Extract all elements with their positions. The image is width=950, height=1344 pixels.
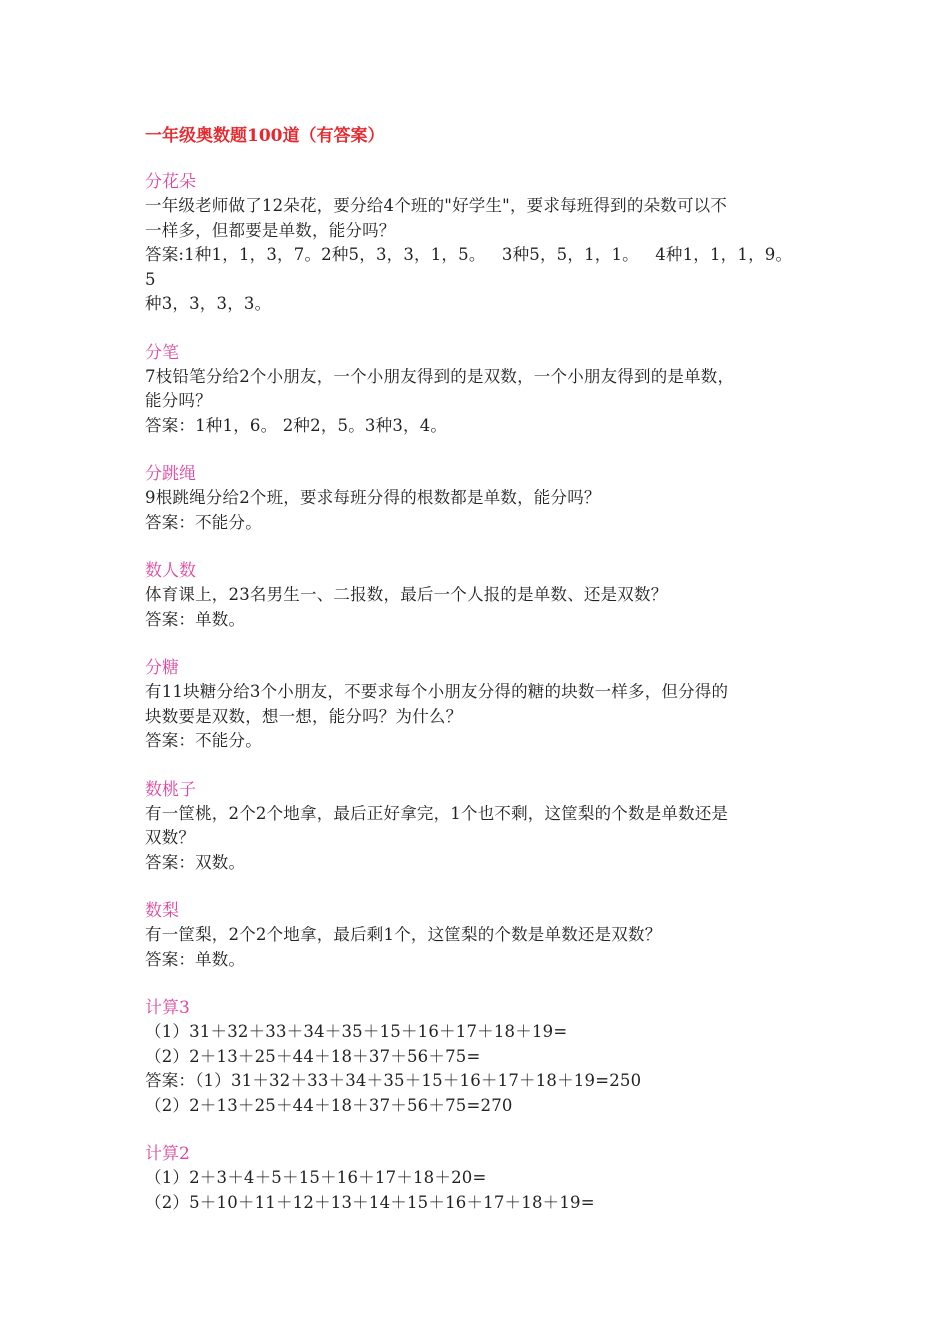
question-line: 9根跳绳分给2个班，要求每班分得的根数都是单数，能分吗？: [145, 488, 601, 507]
question-line: 有一筐梨，2个2个地拿，最后剩1个，这筐梨的个数是单数还是双数？: [145, 925, 662, 944]
section-count-people: [145, 559, 815, 632]
section-calc-3: [145, 996, 815, 1118]
question-line: 有11块糖分给3个小朋友，不要求每个小朋友分得的糖的块数一样多，但分得的: [145, 682, 729, 701]
question-line: （1）2＋3＋4＋5＋15＋16＋17＋18＋20=: [145, 1168, 487, 1187]
question-line: 体育课上，23名男生一、二报数，最后一个人报的是单数、还是双数？: [145, 585, 668, 604]
answer-line: （2）2＋13＋25＋44＋18＋37＋56＋75=270: [145, 1095, 513, 1115]
question-line: 块数要是双数，想一想，能分吗？为什么？: [145, 706, 463, 726]
question-line: （2）2＋13＋25＋44＋18＋37＋56＋75=: [145, 1046, 481, 1066]
answer-line: 答案：单数。: [145, 949, 246, 969]
section-jump-ropes: [145, 462, 815, 535]
answer-line: 种3，3，3，3。: [145, 294, 272, 313]
section-title: 数人数: [145, 561, 196, 581]
question-line: 双数？: [145, 828, 196, 847]
answer-line: 答案：（1）31＋32＋33＋34＋35＋15＋16＋17＋18＋19=250: [145, 1071, 642, 1090]
document-page: [145, 124, 815, 1239]
section-peaches: [145, 778, 815, 876]
section-calc-2: [145, 1142, 815, 1215]
answer-line: 答案：单数。: [145, 609, 246, 629]
answer-line: 答案：双数。: [145, 852, 246, 872]
answer-line: 答案:1种1，1，3，7。2种5，3，3，1，5。 3种5，5，1，1。 4种1，1，1，9。 5: [145, 245, 809, 289]
section-title: 分笔: [145, 342, 179, 363]
section-pencils: [145, 341, 815, 439]
section-candy: [145, 656, 815, 754]
answer-line: 答案：1种1，6。 2种2，5。3种3，4。: [145, 415, 448, 435]
section-title: 分跳绳: [145, 464, 196, 484]
document-title: 一年级奥数题100道（有答案）: [145, 126, 385, 146]
section-title: 数梨: [145, 901, 179, 921]
question-line: 有一筐桃，2个2个地拿，最后正好拿完，1个也不剩，这筐梨的个数是单数还是: [145, 803, 729, 823]
section-title: 分糖: [145, 658, 179, 678]
question-line: 一样多，但都要是单数，能分吗？: [145, 220, 396, 240]
section-title: 计算3: [145, 998, 190, 1018]
section-title: 数桃子: [145, 779, 196, 800]
answer-line: 答案：不能分。: [145, 512, 262, 532]
question-line: （1）31＋32＋33＋34＋35＋15＋16＋17＋18＋19=: [145, 1022, 568, 1041]
section-title: 计算2: [145, 1144, 190, 1164]
section-flowers: [145, 170, 815, 317]
question-line: 7枝铅笔分给2个小朋友，一个小朋友得到的是双数，一个小朋友得到的是单数，: [145, 366, 735, 386]
section-title: 分花朵: [145, 172, 196, 192]
question-line: （2）5＋10＋11＋12＋13＋14＋15＋16＋17＋18＋19=: [145, 1192, 595, 1212]
question-line: 一年级老师做了12朵花，要分给4个班的"好学生"，要求每班得到的朵数可以不: [145, 196, 728, 215]
answer-line: 答案：不能分。: [145, 731, 262, 750]
question-line: 能分吗？: [145, 391, 212, 410]
section-pears: [145, 899, 815, 972]
